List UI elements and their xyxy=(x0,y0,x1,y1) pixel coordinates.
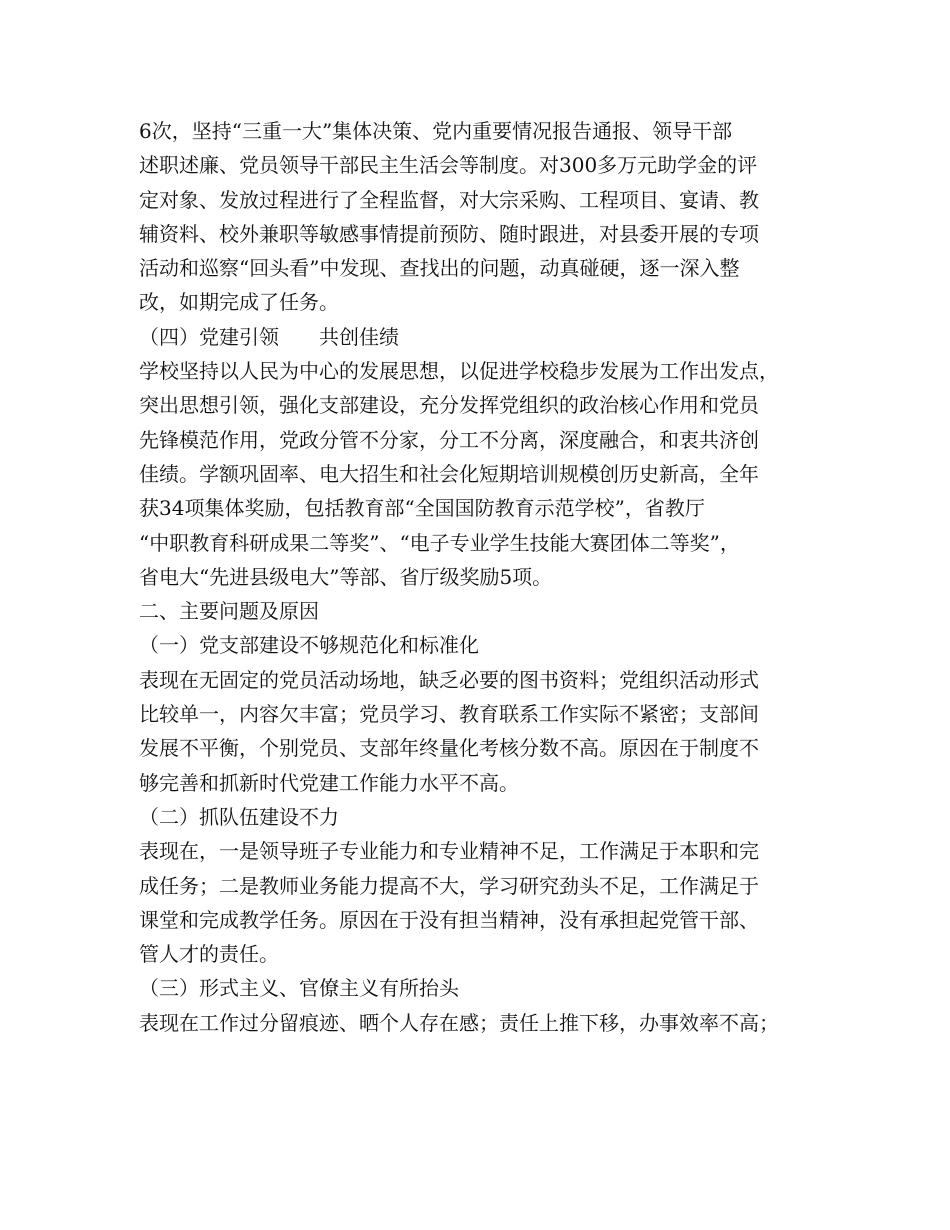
text-line: 学校坚持以人民为中心的发展思想，以促进学校稳步发展为工作出发点， xyxy=(139,359,779,384)
text-line: 发展不平衡，个别党员、支部年终量化考核分数不高。原因在于制度不 xyxy=(139,736,759,761)
text-line: “中职教育科研成果二等奖”、“电子专业学生技能大赛团体二等奖”， xyxy=(139,530,740,555)
text-line: 课堂和完成教学任务。原因在于没有担当精神，没有承担起党管干部、 xyxy=(139,907,759,932)
text-line: 获34项集体奖励，包括教育部“全国国防教育示范学校”，省教厅 xyxy=(139,496,705,521)
text-line: 省电大“先进县级电大”等部、省厅级奖励5项。 xyxy=(139,564,553,589)
text-line: 表现在无固定的党员活动场地，缺乏必要的图书资料；党组织活动形式 xyxy=(139,667,759,692)
section-heading: 二、主要问题及原因 xyxy=(139,599,319,624)
text-line: 6次，坚持“三重一大”集体决策、党内重要情况报告通报、领导干部 xyxy=(139,119,733,143)
text-line: 表现在工作过分留痕迹、晒个人存在感；责任上推下移，办事效率不高； xyxy=(139,1010,779,1035)
text-line: 辅资料、校外兼职等敏感事情提前预防、随时跟进，对县委开展的专项 xyxy=(139,221,759,246)
text-line: 比较单一，内容欠丰富；党员学习、教育联系工作实际不紧密；支部间 xyxy=(139,702,759,727)
text-line: 活动和巡察“回头看”中发现、查找出的问题，动真碰硬，逐一深入整 xyxy=(139,256,740,281)
text-line: 先锋模范作用，党政分管不分家，分工不分离，深度融合，和衷共济创 xyxy=(139,427,759,452)
text-line: 述职述廉、党员领导干部民主生活会等制度。对300多万元助学金的评 xyxy=(139,153,758,178)
text-line: 佳绩。学额巩固率、电大招生和社会化短期培训规模创历史新高，全年 xyxy=(139,461,759,486)
section-heading: （二）抓队伍建设不力 xyxy=(139,804,339,829)
section-heading: （四）党建引领 共创佳绩 xyxy=(139,324,399,349)
section-heading: （一）党支部建设不够规范化和标准化 xyxy=(139,633,479,658)
text-line: 够完善和抓新时代党建工作能力水平不高。 xyxy=(139,770,519,795)
text-line: 突出思想引领，强化支部建设，充分发挥党组织的政治核心作用和党员 xyxy=(139,393,759,418)
section-heading: （三）形式主义、官僚主义有所抬头 xyxy=(139,976,459,1001)
text-line: 成任务；二是教师业务能力提高不大，学习研究劲头不足，工作满足于 xyxy=(139,873,759,898)
text-line: 管人才的责任。 xyxy=(139,942,279,967)
text-line: 表现在，一是领导班子专业能力和专业精神不足，工作满足于本职和完 xyxy=(139,839,759,864)
text-line: 定对象、发放过程进行了全程监督，对大宗采购、工程项目、宴请、教 xyxy=(139,187,759,212)
document-body xyxy=(139,114,829,1040)
text-line: 改，如期完成了任务。 xyxy=(139,290,339,315)
